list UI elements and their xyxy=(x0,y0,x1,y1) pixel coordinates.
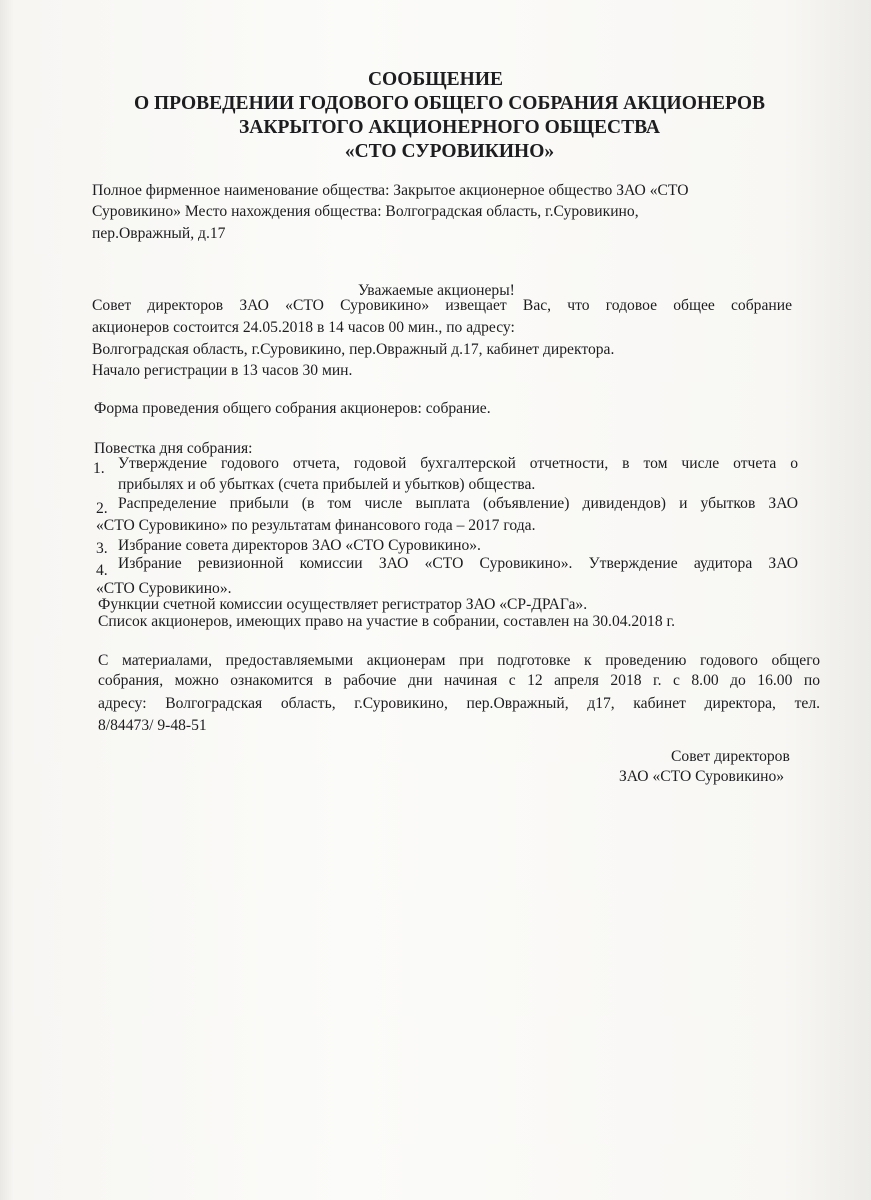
agenda-item-3-line-1: Избрание совета директоров ЗАО «СТО Суровикино». xyxy=(118,537,481,554)
title-line-3: ЗАКРЫТОГО АКЦИОНЕРНОГО ОБЩЕСТВА xyxy=(239,117,660,138)
greeting: Уважаемые акционеры! xyxy=(358,282,515,299)
shareholders-list: Список акционеров, имеющих право на участие в собрании, составлен на 30.04.2018 г. xyxy=(98,613,676,630)
document-title xyxy=(0,68,871,164)
materials-line-2: собрания, можно ознакомится в рабочие дни начиная с 12 апреля 2018 г. с 8.00 до 16.00 по xyxy=(98,672,820,689)
agenda-item-1-line-1: Утверждение годового отчета, годовой бухгалтерской отчетности, в том числе отчета о xyxy=(118,455,798,472)
title-line-2: О ПРОВЕДЕНИИ ГОДОВОГО ОБЩЕГО СОБРАНИЯ АКЦИОНЕРОВ xyxy=(133,93,766,114)
agenda-item-number: 2. xyxy=(96,500,108,517)
agenda-item-4-line-1: Избрание ревизионной комиссии ЗАО «СТО Суровикино». Утверждение аудитора ЗАО xyxy=(118,555,798,572)
notice-line-2: акционеров состоится 24.05.2018 в 14 часов 00 мин., по адресу: xyxy=(92,319,515,336)
notice-line-4: Начало регистрации в 13 часов 30 мин. xyxy=(92,362,353,379)
materials-line-3: адресу: Волгоградская область, г.Суровикино, пер.Овражный, д17, кабинет директора, тел. xyxy=(98,695,820,712)
company-line-2: Суровикино» Место нахождения общества: Волгоградская область, г.Суровикино, xyxy=(92,203,639,220)
agenda-item-number: 1. xyxy=(93,460,105,477)
agenda-item-4-line-2: «СТО Суровикино». xyxy=(96,580,232,597)
agenda-item-1-line-2: прибылях и об убытках (счета прибылей и убытков) общества. xyxy=(118,476,536,493)
agenda-item-number: 4. xyxy=(96,562,108,579)
company-line-3: пер.Овражный, д.17 xyxy=(92,225,226,242)
title-line-4: «СТО СУРОВИКИНО» xyxy=(344,141,555,162)
company-line-1: Полное фирменное наименование общества: Закрытое акционерное общество ЗАО «СТО xyxy=(92,182,689,199)
agenda-item-number: 3. xyxy=(96,540,108,557)
agenda-item-2-line-1: Распределение прибыли (в том числе выплата (объявление) дивидендов) и убытков ЗАО xyxy=(118,495,798,512)
agenda-item-2-line-2: «СТО Суровикино» по результатам финансового года – 2017 года. xyxy=(96,517,536,534)
title-line-1: СООБЩЕНИЕ xyxy=(367,69,504,90)
notice-line-1: Совет директоров ЗАО «СТО Суровикино» извещает Вас, что годовое общее собрание xyxy=(92,297,792,314)
signature-board: Совет директоров xyxy=(671,748,790,765)
materials-line-1: С материалами, предоставляемыми акционерам при подготовке к проведению годового общего xyxy=(98,652,820,669)
signature-company: ЗАО «СТО Суровикино» xyxy=(619,768,785,785)
notice-line-3: Волгоградская область, г.Суровикино, пер.Овражный д.17, кабинет директора. xyxy=(92,341,615,358)
agenda-heading: Повестка дня собрания: xyxy=(94,440,253,457)
meeting-form: Форма проведения общего собрания акционеров: собрание. xyxy=(94,400,491,417)
counting-commission: Функции счетной комиссии осуществляет регистратор ЗАО «СР-ДРАГа». xyxy=(98,596,588,613)
materials-line-4: 8/84473/ 9-48-51 xyxy=(98,717,207,734)
